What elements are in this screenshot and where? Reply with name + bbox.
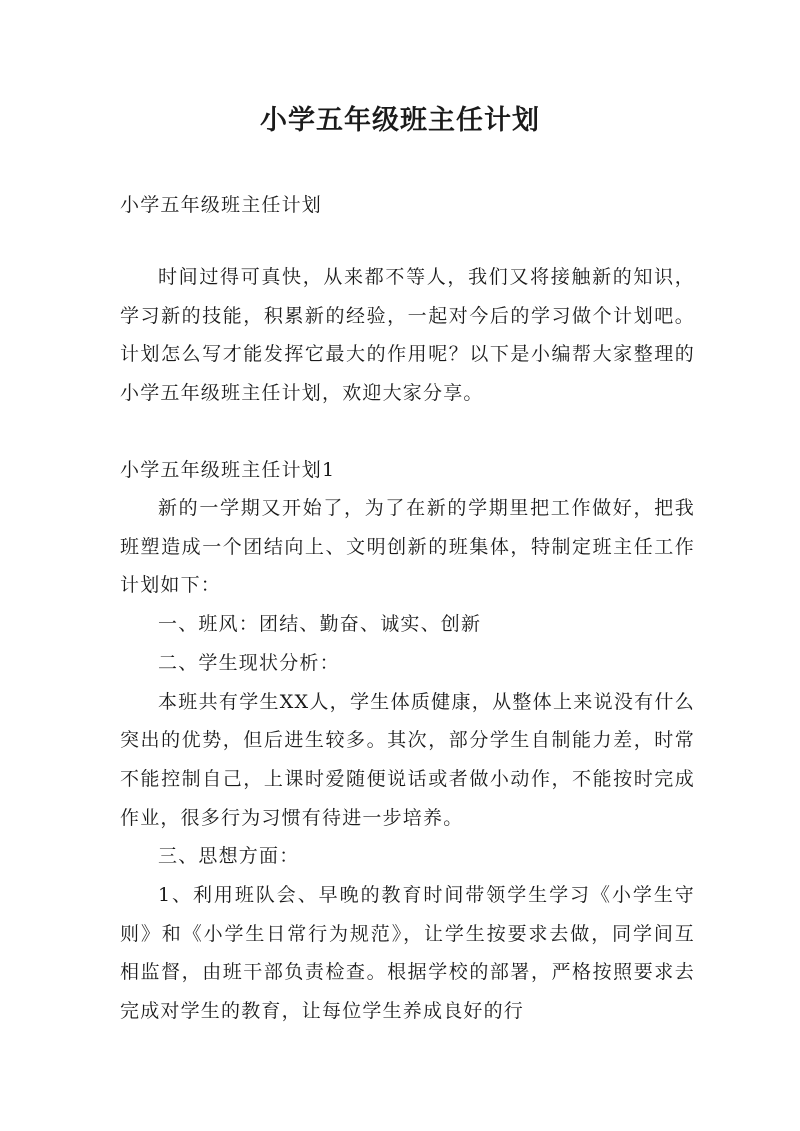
paragraph-ideology-item-1: 1、利用班队会、早晚的教育时间带领学生学习《小学生守则》和《小学生日常行为规范》，让学生按要求去做，同学间互相监督，由班干部负责检查。根据学校的部署，严格按照要求去完成对学生的教育，让每位学生养成良好的行 — [120, 884, 695, 1023]
intro-paragraph: 时间过得可真快，从来都不等人，我们又将接触新的知识，学习新的技能，积累新的经验，一起对今后的学习做个计划吧。计划怎么写才能发挥它最大的作用呢？以下是小编帮大家整理的小学五年级班主任计划，欢迎大家分享。 — [120, 266, 695, 405]
paragraph-student-analysis: 本班共有学生XX人，学生体质健康，从整体上来说没有什么突出的优势，但后进生较多。其次，部分学生自制能力差，时常不能控制自己，上课时爱随便说话或者做小动作，不能按时完成作业，很多行为习惯有待进一步培养。 — [120, 690, 695, 829]
paragraph-ideology-heading: 三、思想方面： — [158, 845, 300, 868]
section-heading: 小学五年级班主任计划1 — [120, 459, 336, 481]
document-subtitle: 小学五年级班主任计划 — [120, 194, 323, 216]
paragraph-intro: 新的一学期又开始了，为了在新的学期里把工作做好，把我班塑造成一个团结向上、文明创新的班集体，特制定班主任工作计划如下： — [120, 497, 695, 597]
plan-body — [120, 489, 695, 1031]
paragraph-class-spirit: 一、班风：团结、勤奋、诚实、创新 — [158, 613, 482, 636]
document-title: 小学五年级班主任计划 — [260, 105, 540, 136]
paragraph-student-analysis-heading: 二、学生现状分析： — [158, 651, 340, 674]
intro-block — [120, 258, 695, 413]
